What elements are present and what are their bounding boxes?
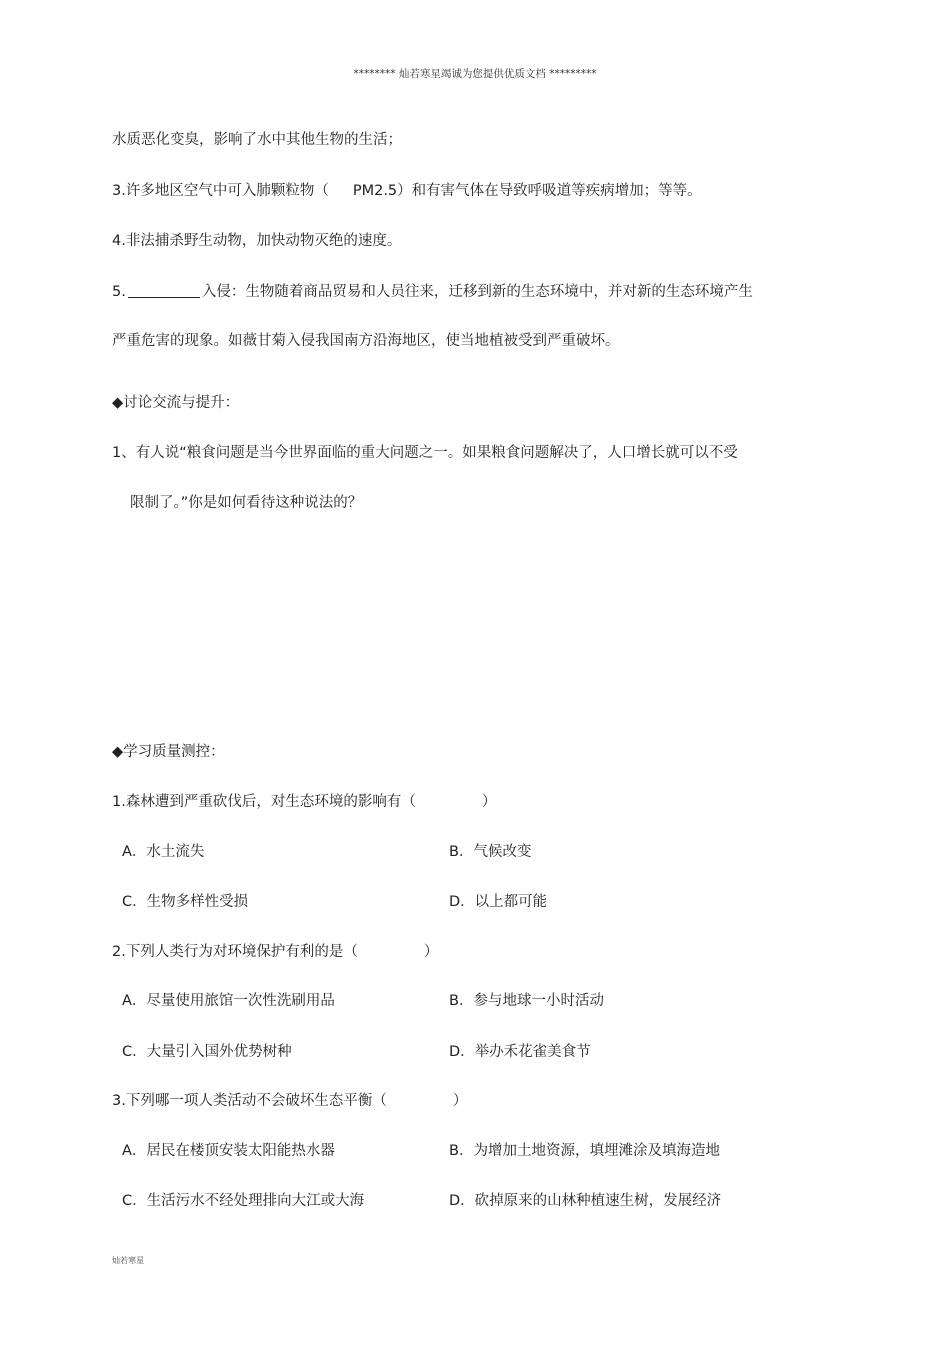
quiz-heading: ◆学习质量测控： — [112, 744, 225, 760]
item3-pm: PM2.5 — [352, 183, 398, 199]
item3-text-a: 3.许多地区空气中可入肺颗粒物（ — [112, 183, 329, 199]
intro-item-4: 4.非法捕杀野生动物，加快动物灭绝的速度。 — [112, 233, 402, 249]
q2-option-a: A．尽量使用旅馆一次性洗刷用品 — [122, 993, 335, 1009]
discussion-heading: ◆讨论交流与提升： — [112, 395, 240, 411]
question-stem: 2.下列人类行为对环境保护有利的是（ — [112, 944, 358, 960]
q3-option-b: B．为增加土地资源，填埋滩涂及填海造地 — [449, 1143, 720, 1159]
item5-number: 5. — [112, 284, 126, 300]
discussion-question-1-continued: 限制了。”你是如何看待这种说法的？ — [130, 495, 363, 511]
quiz-question-3: 3.下列哪一项人类活动不会破坏生态平衡（ ） — [112, 1093, 468, 1109]
item3-text-b: ）和有害气体在导致呼吸道等疾病增加；等等。 — [397, 183, 702, 199]
question-stem: 3.下列哪一项人类活动不会破坏生态平衡（ — [112, 1093, 387, 1109]
page-footer: 灿若寒星 — [112, 1256, 144, 1265]
fill-in-blank[interactable] — [128, 283, 200, 298]
q1-option-d: D．以上都可能 — [449, 894, 548, 910]
discussion-question-1: 1、有人说“粮食问题是当今世界面临的重大问题之一。如果粮食问题解决了，人口增长就可以不受 — [112, 445, 738, 461]
q3-option-c: C．生活污水不经处理排向大江或大海 — [122, 1193, 365, 1209]
intro-item-3 — [112, 181, 702, 201]
intro-item-5-continued: 严重危害的现象。如薇甘菊入侵我国南方沿海地区，使当地植被受到严重破坏。 — [112, 333, 620, 349]
q3-option-a: A．居民在楼顶安装太阳能热水器 — [122, 1143, 335, 1159]
quiz-question-2: 2.下列人类行为对环境保护有利的是（ ） — [112, 944, 439, 960]
item5-text: 入侵：生物随着商品贸易和人员往来，迁移到新的生态环境中，并对新的生态环境产生 — [201, 284, 753, 300]
quiz-question-1: 1.森林遭到严重砍伐后，对生态环境的影响有（ ） — [112, 794, 497, 810]
q1-option-c: C．生物多样性受损 — [122, 894, 249, 910]
question-stem: 1.森林遭到严重砍伐后，对生态环境的影响有（ — [112, 794, 416, 810]
q2-option-d: D．举办禾花雀美食节 — [449, 1044, 591, 1060]
page-header: ******** 灿若寒星竭诚为您提供优质文档 ********* — [353, 68, 597, 80]
q1-option-b: B．气候改变 — [449, 844, 532, 860]
q1-option-a: A．水土流失 — [122, 844, 205, 860]
q2-option-b: B．参与地球一小时活动 — [449, 993, 604, 1009]
intro-line-continued: 水质恶化变臭，影响了水中其他生物的生活； — [112, 132, 402, 148]
q3-option-d: D．砍掉原来的山林种植速生树，发展经济 — [449, 1193, 722, 1209]
q2-option-c: C．大量引入国外优势树种 — [122, 1044, 292, 1060]
intro-item-5 — [112, 282, 753, 302]
